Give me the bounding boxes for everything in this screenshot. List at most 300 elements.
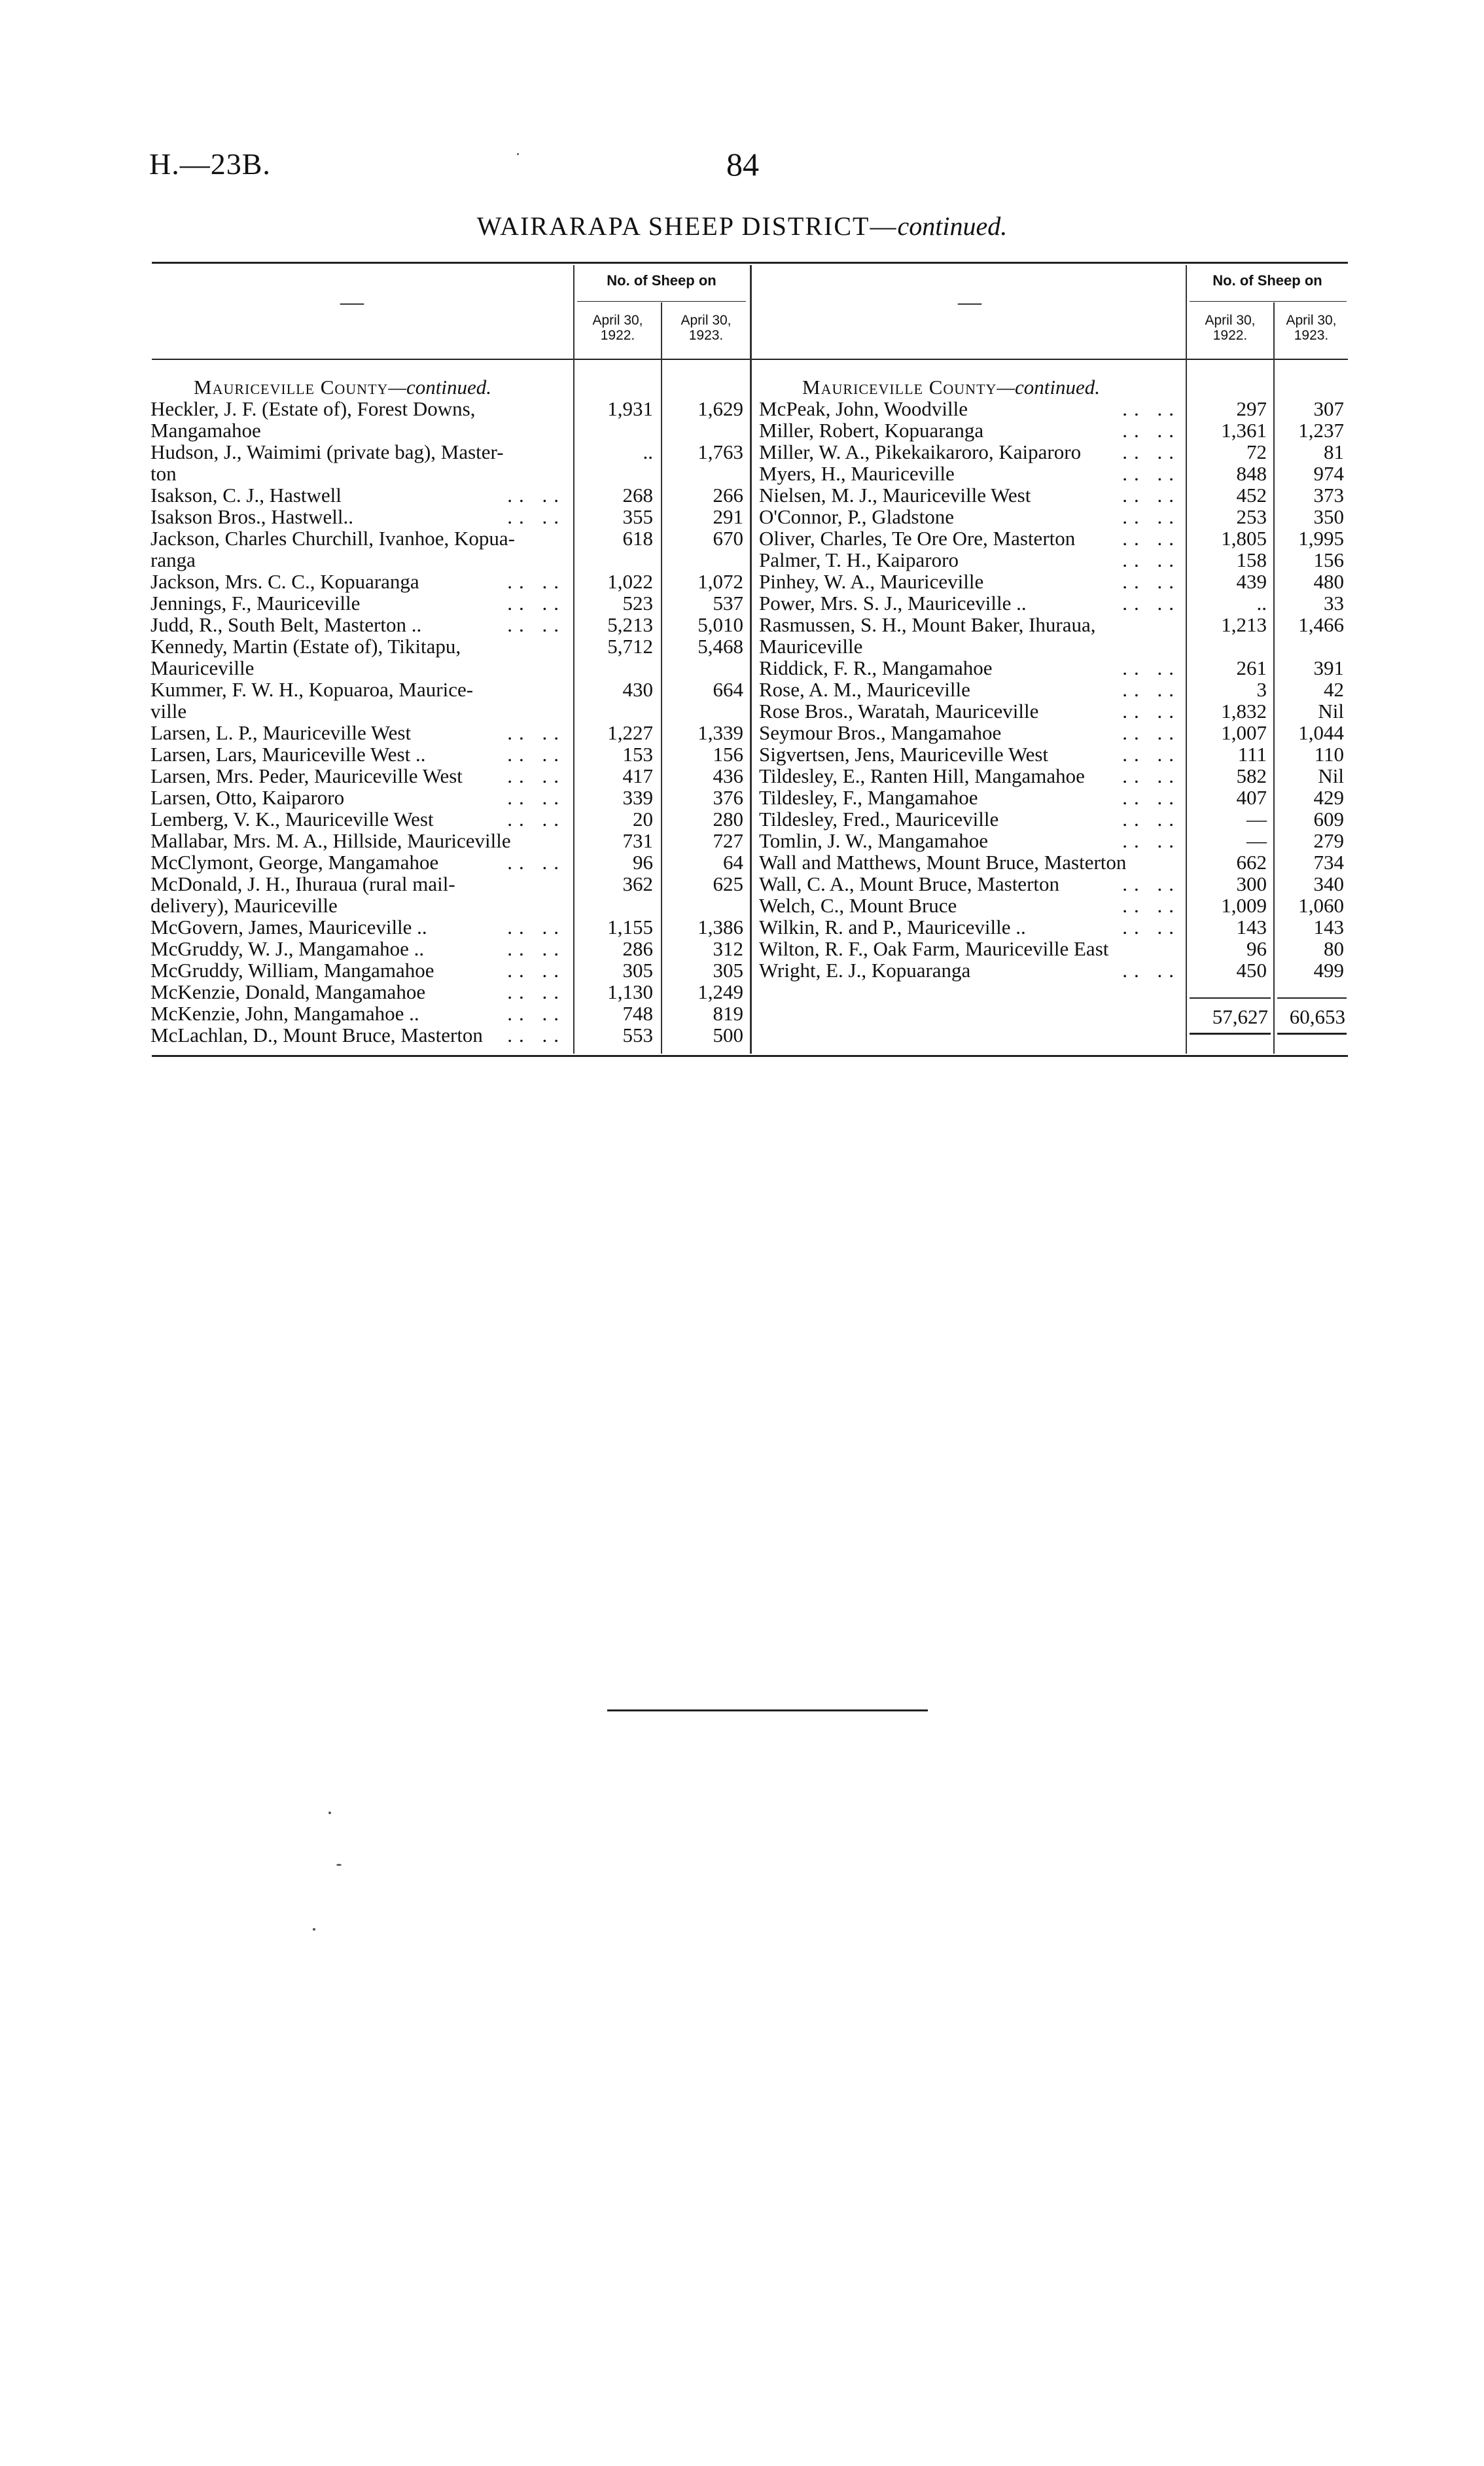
leader-dots: .. .. (1122, 916, 1180, 938)
value-1923: 143 (1313, 916, 1344, 938)
value-1922: .. (1256, 592, 1267, 615)
value-1923: 376 (713, 786, 743, 809)
leader-dots: .. .. (507, 959, 565, 982)
totals-top-rule-1923 (1277, 997, 1347, 999)
value-1923: 305 (713, 959, 743, 982)
row-name-line: Welch, C., Mount Bruce (759, 894, 957, 917)
value-1923: 156 (1313, 548, 1344, 571)
row-name (150, 506, 565, 527)
value-1923: 429 (1313, 786, 1344, 809)
value-1923: 156 (713, 743, 743, 766)
value-1923: 42 (1324, 678, 1344, 701)
row-name-line: Hudson, J., Waimimi (private bag), Master- (150, 440, 504, 463)
leader-dots: .. .. (507, 1002, 565, 1025)
value-1922: 1,931 (607, 397, 653, 420)
row-name-line: ville (150, 700, 187, 723)
table-row (759, 420, 1348, 441)
left-header-dash: — (340, 289, 364, 315)
table-row (759, 830, 1348, 851)
row-name-line: Judd, R., South Belt, Masterton .. (150, 613, 422, 636)
table-row (150, 484, 749, 506)
table-row (150, 851, 749, 873)
left-county-heading: Mauriceville County—continued. (194, 376, 491, 399)
row-name-line: Heckler, J. F. (Estate of), Forest Downs, (150, 397, 476, 420)
row-name (759, 679, 1180, 700)
footer-rule (607, 1709, 928, 1711)
row-name (150, 916, 565, 938)
table-row (150, 722, 749, 743)
row-name-line: Mauriceville (150, 656, 255, 679)
row-name (759, 916, 1180, 938)
row-name (759, 873, 1180, 895)
leader-dots: .. .. (507, 484, 565, 507)
row-name-line: Power, Mrs. S. J., Mauriceville .. (759, 592, 1027, 615)
row-name-line: Miller, W. A., Pikekaikaroro, Kaiparoro (759, 440, 1082, 463)
value-1922: 430 (622, 678, 653, 701)
leader-dots: .. .. (1122, 505, 1180, 528)
value-1922: 731 (622, 829, 653, 852)
row-name-line: Mauriceville (759, 635, 863, 658)
value-1922: 1,007 (1221, 721, 1267, 744)
table-row (759, 484, 1348, 506)
row-name (150, 981, 565, 1003)
row-name (150, 635, 565, 679)
table-row (150, 787, 749, 808)
table-row (759, 959, 1348, 981)
table-row (759, 873, 1348, 895)
table-top-rule (152, 262, 1348, 264)
row-name (150, 873, 565, 916)
value-1923: 110 (1314, 743, 1344, 766)
row-name-line: Wilkin, R. and P., Mauriceville .. (759, 916, 1026, 938)
leader-dots: .. .. (1122, 808, 1180, 831)
value-1923: 33 (1324, 592, 1344, 615)
leader-dots: .. .. (1122, 700, 1180, 723)
right-county-heading: Mauriceville County—continued. (802, 376, 1100, 399)
value-1922: 300 (1236, 872, 1267, 895)
table-row (759, 614, 1348, 657)
row-name (759, 851, 1180, 873)
value-1922: 339 (622, 786, 653, 809)
table-row (759, 722, 1348, 743)
row-name-line: Myers, H., Mauriceville (759, 462, 955, 485)
value-1922: 3 (1256, 678, 1267, 701)
value-1922: 153 (622, 743, 653, 766)
value-1922: 439 (1236, 570, 1267, 593)
leader-dots: .. .. (1122, 743, 1180, 766)
value-1923: 1,237 (1298, 419, 1344, 442)
total-1923: 60,653 (1289, 1005, 1345, 1028)
value-1923: 266 (713, 484, 743, 507)
row-name (150, 484, 565, 506)
table-row (759, 657, 1348, 679)
value-1923: 974 (1313, 462, 1344, 485)
row-name (759, 787, 1180, 808)
value-1923: 1,386 (698, 916, 743, 938)
row-name-line: Jennings, F., Mauriceville (150, 592, 361, 615)
row-name (150, 614, 565, 635)
row-name-line: Wall, C. A., Mount Bruce, Masterton (759, 872, 1060, 895)
row-name-line: McGruddy, W. J., Mangamahoe .. (150, 937, 425, 960)
value-1923: 5,010 (698, 613, 743, 636)
value-1922: 523 (622, 592, 653, 615)
row-name (150, 743, 565, 765)
value-1923: 500 (713, 1024, 743, 1046)
row-name-line: Lemberg, V. K., Mauriceville West (150, 808, 434, 831)
value-1923: 307 (1313, 397, 1344, 420)
table-row (759, 679, 1348, 700)
row-name-line: Sigvertsen, Jens, Mauriceville West (759, 743, 1049, 766)
row-name (150, 808, 565, 830)
row-name-line: Larsen, Mrs. Peder, Mauriceville West (150, 764, 463, 787)
value-1923: 1,249 (698, 980, 743, 1003)
value-1922: 407 (1236, 786, 1267, 809)
row-name-line: McGovern, James, Mauriceville .. (150, 916, 427, 938)
row-name (150, 830, 565, 851)
leader-dots: .. .. (1122, 872, 1180, 895)
scan-speck (336, 1864, 342, 1866)
row-name (759, 895, 1180, 916)
row-name (150, 1003, 565, 1024)
value-1922: 1,361 (1221, 419, 1267, 442)
table-row (150, 571, 749, 592)
value-1922: 96 (633, 851, 653, 874)
value-1923: 734 (1313, 851, 1344, 874)
leader-dots: .. .. (507, 916, 565, 938)
row-name (759, 506, 1180, 527)
title-main: WAIRARAPA SHEEP DISTRICT— (476, 211, 898, 241)
value-1923: 1,339 (698, 721, 743, 744)
leader-dots: .. .. (507, 743, 565, 766)
value-1922: 20 (633, 808, 653, 831)
table-row (759, 549, 1348, 571)
leader-dots: .. .. (507, 851, 565, 874)
value-1922: 662 (1236, 851, 1267, 874)
value-1923: 499 (1313, 959, 1344, 982)
row-name (759, 959, 1180, 981)
value-1922: 5,712 (607, 635, 653, 658)
row-name (150, 592, 565, 614)
table-row (150, 1003, 749, 1024)
table-row (759, 592, 1348, 614)
value-1923: 1,629 (698, 397, 743, 420)
row-name-line: Palmer, T. H., Kaiparoro (759, 548, 959, 571)
row-name (759, 549, 1180, 571)
value-1922: 158 (1236, 548, 1267, 571)
leader-dots: .. .. (1122, 829, 1180, 852)
row-name-line: Wall and Matthews, Mount Bruce, Masterton (759, 851, 1127, 874)
value-1922: 355 (622, 505, 653, 528)
row-name (759, 420, 1180, 441)
row-name-line: McDonald, J. H., Ihuraua (rural mail- (150, 872, 455, 895)
row-name-line: Larsen, Lars, Mauriceville West .. (150, 743, 426, 766)
leader-dots: .. .. (1122, 397, 1180, 420)
leader-dots: .. .. (507, 764, 565, 787)
row-name-line: Isakson Bros., Hastwell.. (150, 505, 353, 528)
row-name (150, 679, 565, 722)
row-name-line: Kummer, F. W. H., Kopuaroa, Maurice- (150, 678, 474, 701)
value-1923: 819 (713, 1002, 743, 1025)
value-1922: 1,213 (1221, 613, 1267, 636)
page-number: 84 (726, 146, 759, 183)
row-name (150, 938, 565, 959)
leader-dots: .. .. (1122, 678, 1180, 701)
table-row (759, 506, 1348, 527)
right-header-group: No. of Sheep on (1212, 272, 1322, 289)
value-1922: 848 (1236, 462, 1267, 485)
leader-dots: .. .. (507, 592, 565, 615)
table-row (759, 895, 1348, 916)
row-name (150, 851, 565, 873)
value-1923: 340 (1313, 872, 1344, 895)
value-1923: 436 (713, 764, 743, 787)
row-name-line: McKenzie, Donald, Mangamahoe (150, 980, 426, 1003)
value-1923: 312 (713, 937, 743, 960)
scan-speck (328, 1812, 331, 1814)
scan-speck (517, 153, 519, 155)
table-row (759, 700, 1348, 722)
value-1922: 582 (1236, 764, 1267, 787)
row-name (150, 787, 565, 808)
row-name-line: ton (150, 462, 177, 485)
value-1922: 297 (1236, 397, 1267, 420)
row-name-line: Tildesley, Fred., Mauriceville (759, 808, 999, 831)
row-name-line: Tildesley, F., Mangamahoe (759, 786, 978, 809)
value-1922: 111 (1237, 743, 1267, 766)
row-name (759, 398, 1180, 420)
value-1923: 1,763 (698, 440, 743, 463)
table-row (150, 527, 749, 571)
row-name-line: ranga (150, 548, 196, 571)
right-header-col1: April 30, 1922. (1205, 313, 1256, 343)
value-1923: Nil (1318, 764, 1344, 787)
row-name-line: Miller, Robert, Kopuaranga (759, 419, 984, 442)
table-row (150, 614, 749, 635)
value-1922: 305 (622, 959, 653, 982)
value-1922: 748 (622, 1002, 653, 1025)
row-name (759, 808, 1180, 830)
table-row (150, 938, 749, 959)
table-row (150, 830, 749, 851)
row-name-line: McPeak, John, Woodville (759, 397, 968, 420)
row-name-line: Rasmussen, S. H., Mount Baker, Ihuraua, (759, 613, 1096, 636)
table-row (759, 916, 1348, 938)
left-header-group: No. of Sheep on (607, 272, 716, 289)
leader-dots: .. .. (507, 570, 565, 593)
table-row (759, 571, 1348, 592)
value-1923: 81 (1324, 440, 1344, 463)
leader-dots: .. .. (507, 786, 565, 809)
value-1923: Nil (1318, 700, 1344, 723)
table-row (150, 916, 749, 938)
page-title (0, 211, 1484, 241)
table-row (150, 1024, 749, 1046)
value-1922: 5,213 (607, 613, 653, 636)
value-1923: 350 (1313, 505, 1344, 528)
row-name (150, 398, 565, 441)
value-1923: 670 (713, 527, 743, 550)
row-name (759, 722, 1180, 743)
row-name-line: Larsen, Otto, Kaiparoro (150, 786, 345, 809)
row-name-line: McClymont, George, Mangamahoe (150, 851, 439, 874)
title-continued: continued. (897, 211, 1008, 241)
value-1923: 1,044 (1298, 721, 1344, 744)
row-name-line: Wilton, R. F., Oak Farm, Mauriceville East (759, 937, 1109, 960)
scan-speck (313, 1928, 315, 1931)
row-name-line: Larsen, L. P., Mauriceville West (150, 721, 412, 744)
table-row (150, 635, 749, 679)
row-name-line: Kennedy, Martin (Estate of), Tikitapu, (150, 635, 461, 658)
table-row (150, 873, 749, 916)
value-1922: 261 (1236, 656, 1267, 679)
value-1922: 1,022 (607, 570, 653, 593)
value-1922: 143 (1236, 916, 1267, 938)
value-1923: 480 (1313, 570, 1344, 593)
row-name-line: Rose, A. M., Mauriceville (759, 678, 970, 701)
row-name-line: Rose Bros., Waratah, Mauriceville (759, 700, 1039, 723)
table-row (759, 743, 1348, 765)
row-name-line: Isakson, C. J., Hastwell (150, 484, 342, 507)
row-name-line: Nielsen, M. J., Mauriceville West (759, 484, 1031, 507)
value-1923: 625 (713, 872, 743, 895)
value-1922: 1,009 (1221, 894, 1267, 917)
left-header-col2: April 30, 1923. (680, 313, 732, 343)
row-name-line: Tomlin, J. W., Mangamahoe (759, 829, 988, 852)
table-row (150, 808, 749, 830)
document-reference: H.—23B. (149, 147, 271, 181)
row-name-line: Oliver, Charles, Te Ore Ore, Masterton (759, 527, 1076, 550)
row-name-line: Tildesley, E., Ranten Hill, Mangamahoe (759, 764, 1085, 787)
value-1922: 362 (622, 872, 653, 895)
row-name (759, 830, 1180, 851)
leader-dots: .. .. (507, 980, 565, 1003)
table-center-divider (750, 265, 752, 1054)
row-name (759, 463, 1180, 484)
value-1923: 280 (713, 808, 743, 831)
value-1922: 1,227 (607, 721, 653, 744)
row-name-line: O'Connor, P., Gladstone (759, 505, 954, 528)
table-row (759, 787, 1348, 808)
value-1923: 64 (723, 851, 743, 874)
value-1922: 253 (1236, 505, 1267, 528)
row-name (759, 700, 1180, 722)
row-name-line: Mangamahoe (150, 419, 261, 442)
totals-bottom-rule-1923 (1277, 1033, 1347, 1035)
leader-dots: .. .. (1122, 894, 1180, 917)
leader-dots: .. .. (1122, 764, 1180, 787)
table-row (150, 398, 749, 441)
table-row (759, 441, 1348, 463)
table-row (759, 851, 1348, 873)
row-name-line: Jackson, Charles Churchill, Ivanhoe, Kopua- (150, 527, 516, 550)
leader-dots: .. .. (507, 1024, 565, 1046)
value-1923: 1,060 (1298, 894, 1344, 917)
right-header-col2: April 30, 1923. (1286, 313, 1337, 343)
value-1923: 1,995 (1298, 527, 1344, 550)
row-name (150, 441, 565, 484)
row-name-line: McLachlan, D., Mount Bruce, Masterton (150, 1024, 483, 1046)
row-name (150, 722, 565, 743)
value-1922: — (1246, 829, 1267, 852)
table-row (150, 981, 749, 1003)
totals-bottom-rule-1922 (1190, 1033, 1271, 1035)
table-bottom-rule (152, 1055, 1348, 1057)
left-header-group-rule (577, 301, 746, 302)
row-name-line: McGruddy, William, Mangamahoe (150, 959, 434, 982)
row-name (150, 1024, 565, 1046)
value-1923: 279 (1313, 829, 1344, 852)
value-1922: 1,832 (1221, 700, 1267, 723)
leader-dots: .. .. (1122, 527, 1180, 550)
row-name (150, 765, 565, 787)
row-name (759, 527, 1180, 549)
row-name (759, 592, 1180, 614)
value-1922: 286 (622, 937, 653, 960)
value-1922: 1,155 (607, 916, 653, 938)
value-1923: 537 (713, 592, 743, 615)
leader-dots: .. .. (1122, 570, 1180, 593)
leader-dots: .. .. (507, 937, 565, 960)
row-name-line: Riddick, F. R., Mangamahoe (759, 656, 993, 679)
value-1922: 1,805 (1221, 527, 1267, 550)
right-header-group-rule (1190, 301, 1347, 302)
table-row (150, 679, 749, 722)
table-row (759, 938, 1348, 959)
leader-dots: .. .. (1122, 959, 1180, 982)
value-1923: 1,072 (698, 570, 743, 593)
row-name (150, 959, 565, 981)
row-name (759, 484, 1180, 506)
row-name (150, 527, 565, 571)
value-1923: 664 (713, 678, 743, 701)
value-1922: 72 (1246, 440, 1267, 463)
row-name-line: delivery), Mauriceville (150, 894, 338, 917)
leader-dots: .. .. (1122, 484, 1180, 507)
table-row (759, 463, 1348, 484)
leader-dots: .. .. (507, 613, 565, 636)
table-row (150, 959, 749, 981)
leader-dots: .. .. (507, 721, 565, 744)
value-1922: 1,130 (607, 980, 653, 1003)
total-1922: 57,627 (1212, 1005, 1268, 1028)
table-row (150, 506, 749, 527)
value-1923: 609 (1313, 808, 1344, 831)
value-1922: 268 (622, 484, 653, 507)
row-name (759, 938, 1180, 959)
row-name (150, 571, 565, 592)
row-name-line: Jackson, Mrs. C. C., Kopuaranga (150, 570, 419, 593)
value-1922: 452 (1236, 484, 1267, 507)
leader-dots: .. .. (507, 808, 565, 831)
row-name (759, 571, 1180, 592)
table-row (759, 398, 1348, 420)
row-name (759, 743, 1180, 765)
row-name (759, 614, 1180, 657)
row-name-line: Pinhey, W. A., Mauriceville (759, 570, 984, 593)
value-1923: 727 (713, 829, 743, 852)
value-1923: 80 (1324, 937, 1344, 960)
row-name (759, 441, 1180, 463)
leader-dots: .. .. (1122, 721, 1180, 744)
value-1923: 373 (1313, 484, 1344, 507)
value-1922: — (1246, 808, 1267, 831)
leader-dots: .. .. (1122, 440, 1180, 463)
leader-dots: .. .. (1122, 462, 1180, 485)
leader-dots: .. .. (1122, 786, 1180, 809)
value-1922: 553 (622, 1024, 653, 1046)
totals-top-rule-1922 (1190, 997, 1271, 999)
leader-dots: .. .. (1122, 656, 1180, 679)
